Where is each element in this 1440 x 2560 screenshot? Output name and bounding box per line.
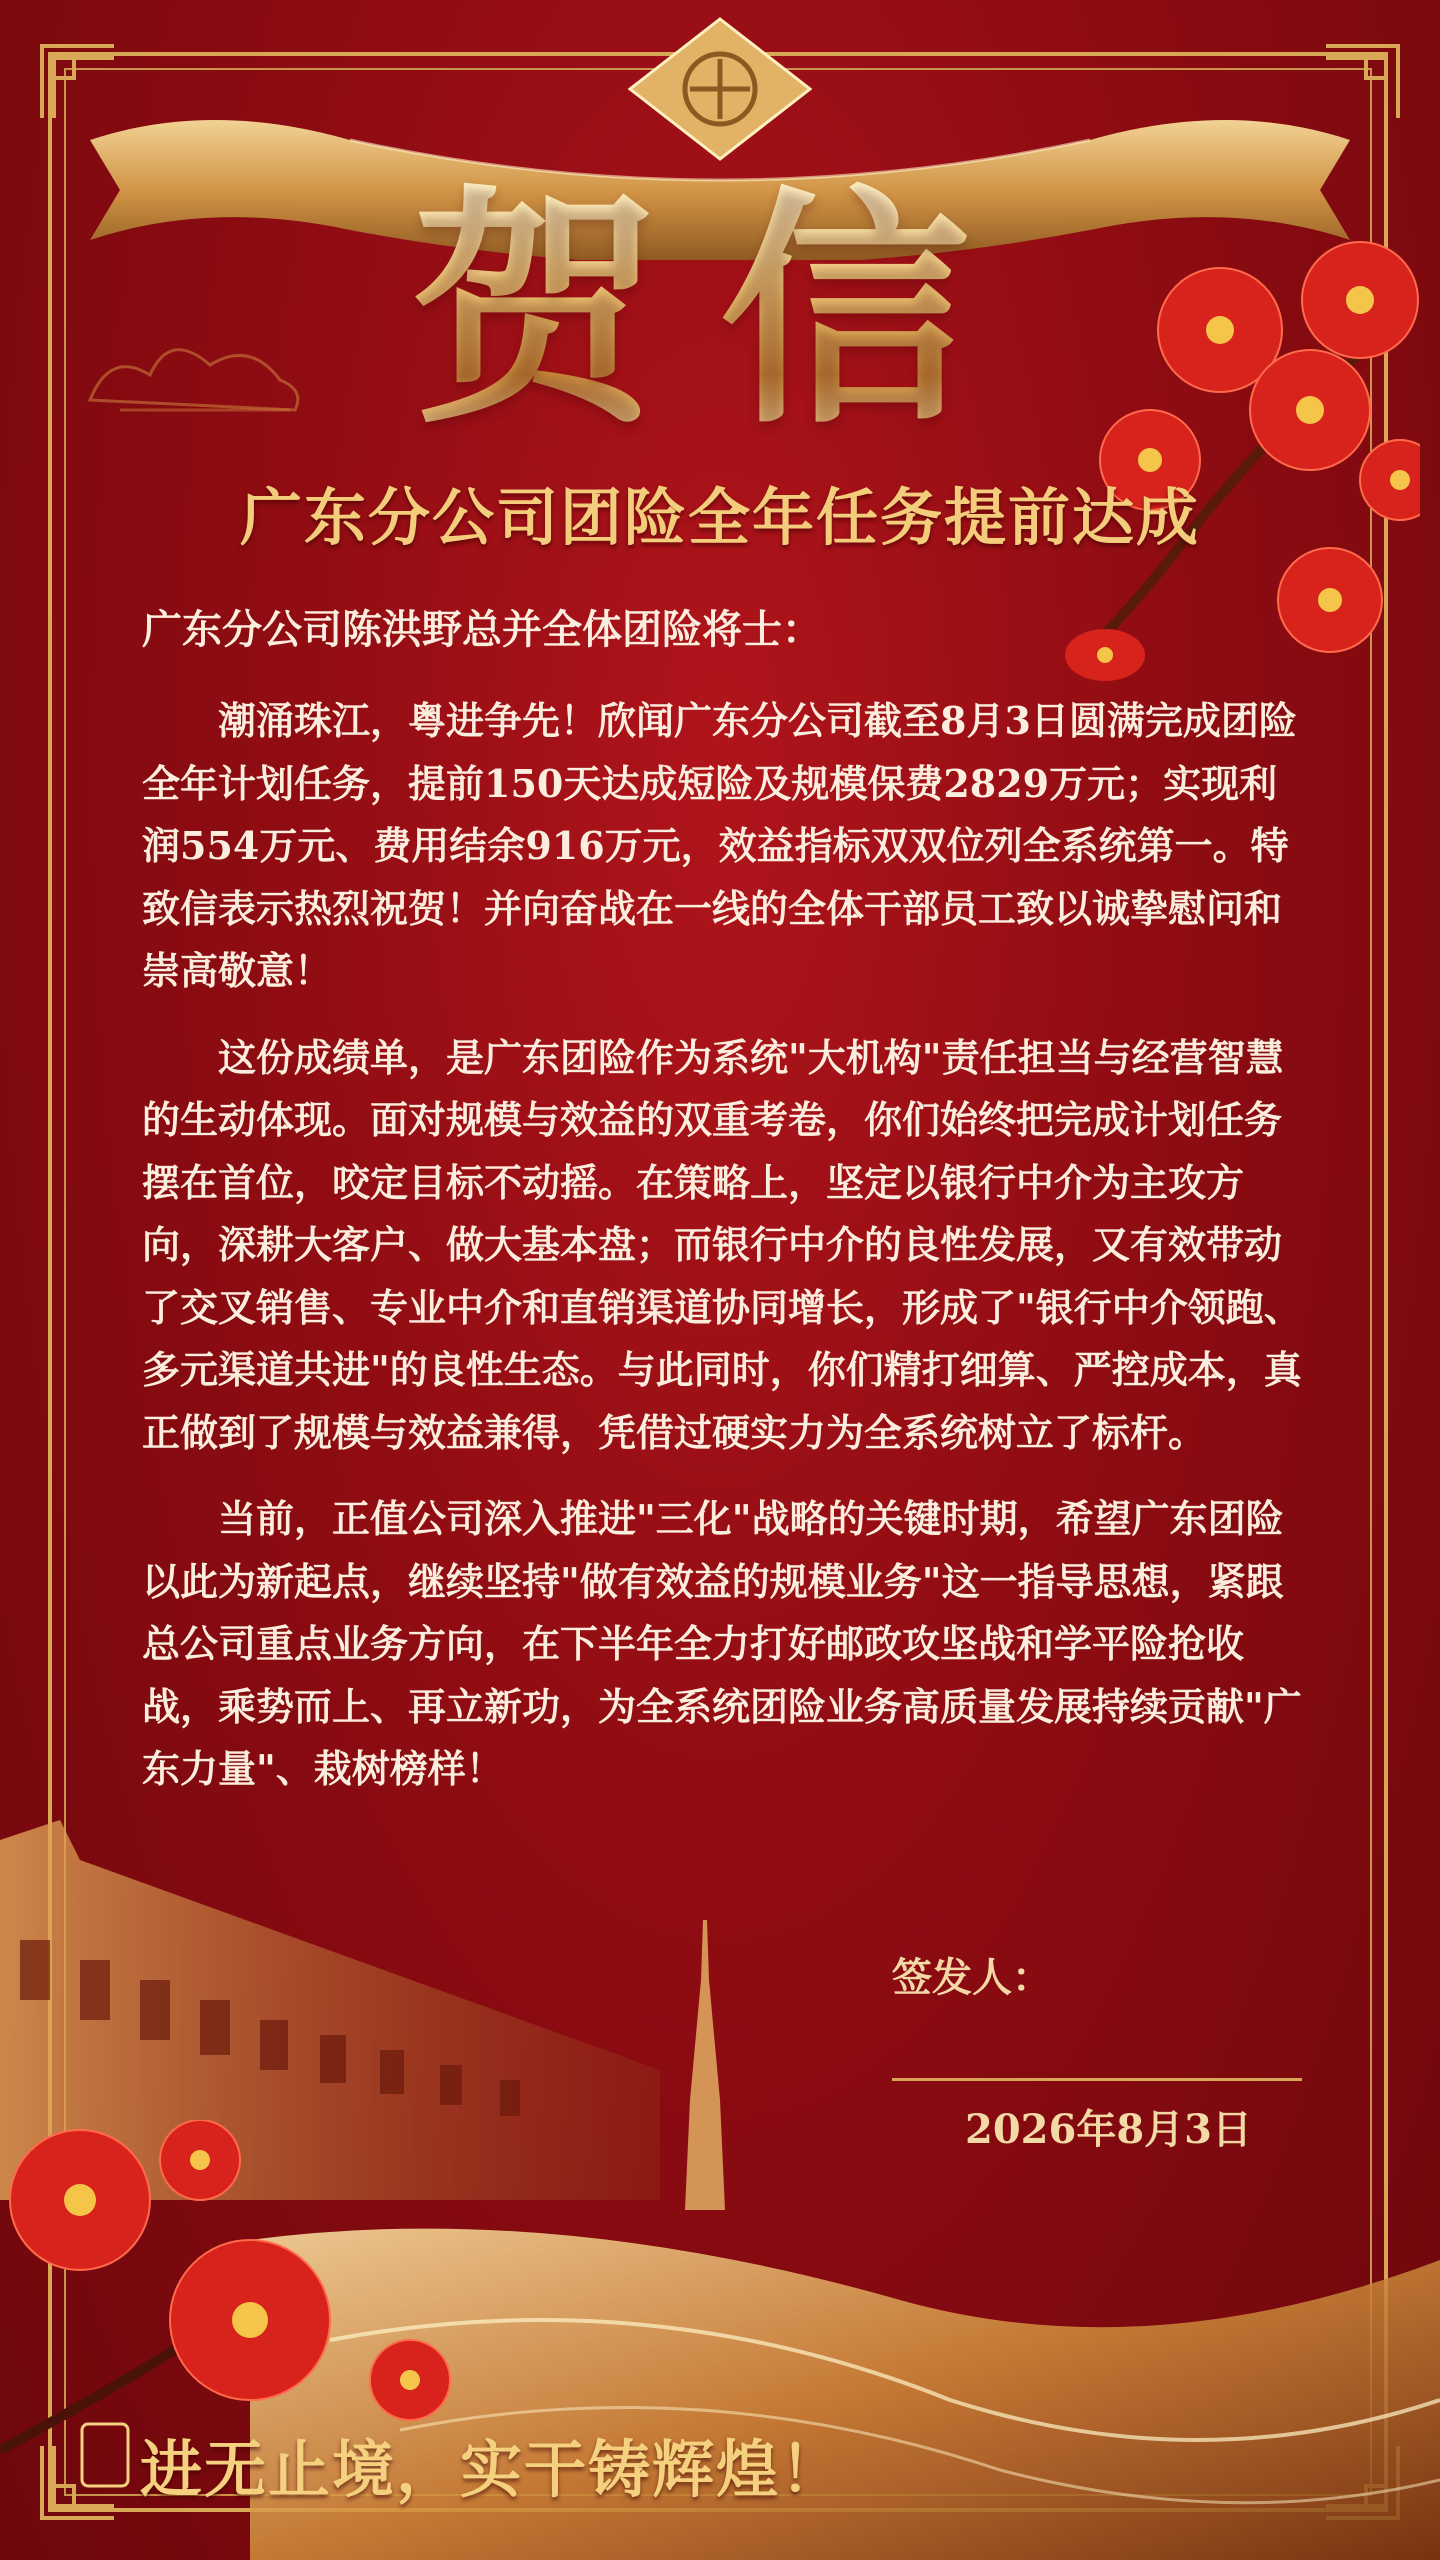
salutation: 广东分公司陈洪野总并全体团险将士：: [142, 606, 822, 653]
slogan: 进无止境，实干铸辉煌！: [140, 2433, 845, 2506]
letter-date: 2026年8月3日: [965, 2106, 1252, 2153]
small-flower-icon: [1060, 620, 1150, 690]
signer-label: 签发人：: [892, 1954, 1052, 2001]
body-paragraph: 这份成绩单，是广东团险作为系统"大机构"责任担当与经营智慧的生动体现。面对规模与效益的双重考卷，你们始终把完成计划任务摆在首位，咬定目标不动摇。在策略上，坚定以银行中介为主攻方向，深耕大客户、做大基本盘；而银行中介的良性发展，又有效带动了交叉销售、专业中介和直销渠道协同增长，形成了"银行中介领跑、多元渠道共进"的良性生态。与此同时，你们精打细算、严控成本，真正做到了规模与效益兼得，凭借过硬实力为全系统树立了标杆。: [142, 1034, 1302, 1455]
letter-body: [142, 690, 1302, 1825]
page-subtitle: 广东分公司团险全年任务提前达成: [239, 481, 1200, 554]
signature-line: [892, 2078, 1302, 2081]
page-title: 贺信: [0, 180, 1440, 440]
medallion-ornament-icon: [620, 14, 820, 164]
body-paragraph: 当前，正值公司深入推进"三化"战略的关键时期，希望广东团险以此为新起点，继续坚持"做有效益的规模业务"这一指导思想，紧跟总公司重点业务方向，在下半年全力打好邮政攻坚战和学平险抢收战，乘势而上、再立新功，为全系统团险业务高质量发展持续贡献"广东力量"、栽树榜样！: [142, 1496, 1302, 1791]
canton-tower-icon: [665, 1920, 745, 2210]
yue-seal-icon: [80, 2422, 130, 2488]
body-paragraph: 潮涌珠江，粤进争先！欣闻广东分公司截至8月3日圆满完成团险全年计划任务，提前150天达成短险及规模保费2829万元；实现利润554万元、费用结余916万元，效益指标双双位列全系统第一。特致信表示热烈祝贺！并向奋战在一线的全体干部员工致以诚挚慰问和崇高敬意！: [142, 698, 1297, 993]
